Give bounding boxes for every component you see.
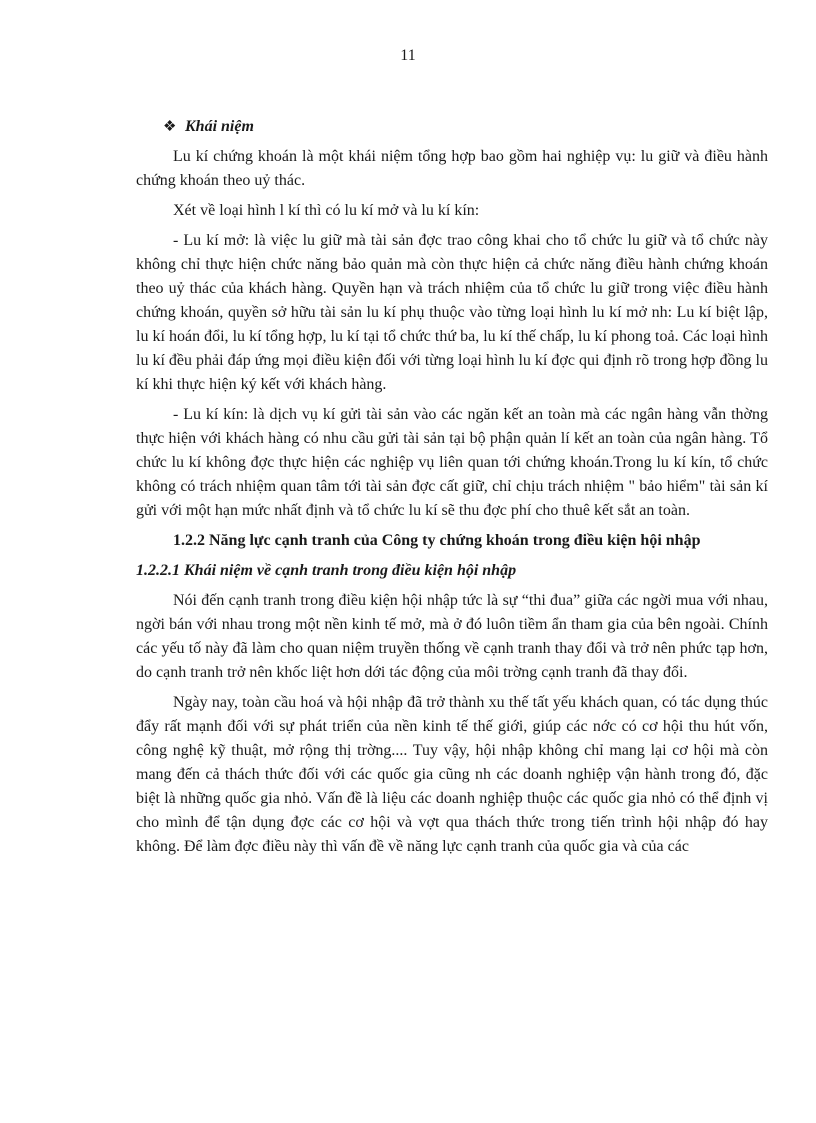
concept-heading — [136, 115, 768, 139]
paragraph-closed-depository: - Lu kí kín: là dịch vụ kí gửi tài sản vào các ngăn kết an toàn mà các ngân hàng vẫn thờng thực hiện với khách hàng có nhu cầu gửi tài sản tại bộ phận quản lí kết an toàn của ngân hàng. Tổ chức lu kí không đợc thực hiện các nghiệp vụ liên quan tới chứng khoán.Trong lu kí kín, tổ chức không có trách nhiệm quan tâm tới tài sản đợc cất giữ, chỉ chịu trách nhiệm " bảo hiểm" tài sản kí gửi với một hạn mức nhất định và tổ chức lu kí sẽ thu đợc phí cho thuê kết sắt an toàn. — [136, 406, 768, 519]
paragraph-globalization: Ngày nay, toàn cầu hoá và hội nhập đã trở thành xu thế tất yếu khách quan, có tác dụng thúc đẩy rất mạnh đối với sự phát triển của nền kinh tế thế giới, giúp các nớc có cơ hội thu hút vốn, công nghệ kỹ thuật, mở rộng thị trờng.... Tuy vậy, hội nhập không chỉ mang lại cơ hội mà còn mang đến cả thách thức đối với các quốc gia cũng nh các doanh nghiệp vận hành trong đó, đặc biệt là những quốc gia nhỏ. Vấn đề là liệu các doanh nghiệp thuộc các quốc gia nhỏ có thể định vị cho mình để tận dụng đợc các cơ hội và vợt qua thách thức trong tiến trình hội nhập đó hay không. Để làm đợc điều này thì vấn đề về năng lực cạnh tranh của quốc gia và của các — [136, 694, 768, 855]
document-body — [136, 115, 768, 865]
paragraph-depository-definition: Lu kí chứng khoán là một khái niệm tổng hợp bao gồm hai nghiệp vụ: lu giữ và điều hành chứng khoán theo uỷ thác. — [136, 148, 768, 189]
section-heading: 1.2.2 Năng lực cạnh tranh của Công ty chứng khoán trong điều kiện hội nhập — [173, 532, 701, 549]
diamond-bullet-icon: ❖ — [163, 119, 177, 135]
paragraph-depository-types: Xét về loại hình l kí thì có lu kí mở và lu kí kín: — [173, 202, 480, 219]
page-number: 11 — [400, 47, 416, 64]
paragraph-open-depository: - Lu kí mở: là việc lu giữ mà tài sản đợc trao công khai cho tổ chức lu giữ và tổ chức này không chỉ thực hiện chức năng bảo quản mà còn thực hiện cả chức năng điều hành chứng khoán theo uỷ thác của khách hàng. Quyền hạn và trách nhiệm của tổ chức lu giữ trong việc điều hành chứng khoán, quyền sở hữu tài sản lu kí phụ thuộc vào từng loại hình lu kí mở nh: Lu kí biệt lập, lu kí hoán đổi, lu kí tổng hợp, lu kí tại tổ chức thứ ba, lu kí thế chấp, lu kí phong toả. Các loại hình lu kí đều phải đáp ứng mọi điều kiện đối với từng loại hình lu kí đợc qui định rõ trong hợp đồng lu kí khi thực hiện ký kết với khách hàng. — [136, 232, 768, 393]
subsection-heading: 1.2.2.1 Khái niệm về cạnh tranh trong điều kiện hội nhập — [136, 562, 517, 579]
concept-heading-label: Khái niệm — [185, 118, 254, 135]
paragraph-competition-concept: Nói đến cạnh tranh trong điều kiện hội nhập tức là sự “thi đua” giữa các ngời mua với nhau, ngời bán với nhau trong một nền kinh tế mở, mà ở đó luôn tiềm ẩn tham gia của bên ngoài. Chính các yếu tố này đã làm cho quan niệm truyền thống về cạnh tranh thay đổi và trở nên phức tạp hơn, do cạnh tranh trở nên khốc liệt hơn dới tác động của môi trờng cạnh tranh đã thay đổi. — [136, 592, 768, 681]
